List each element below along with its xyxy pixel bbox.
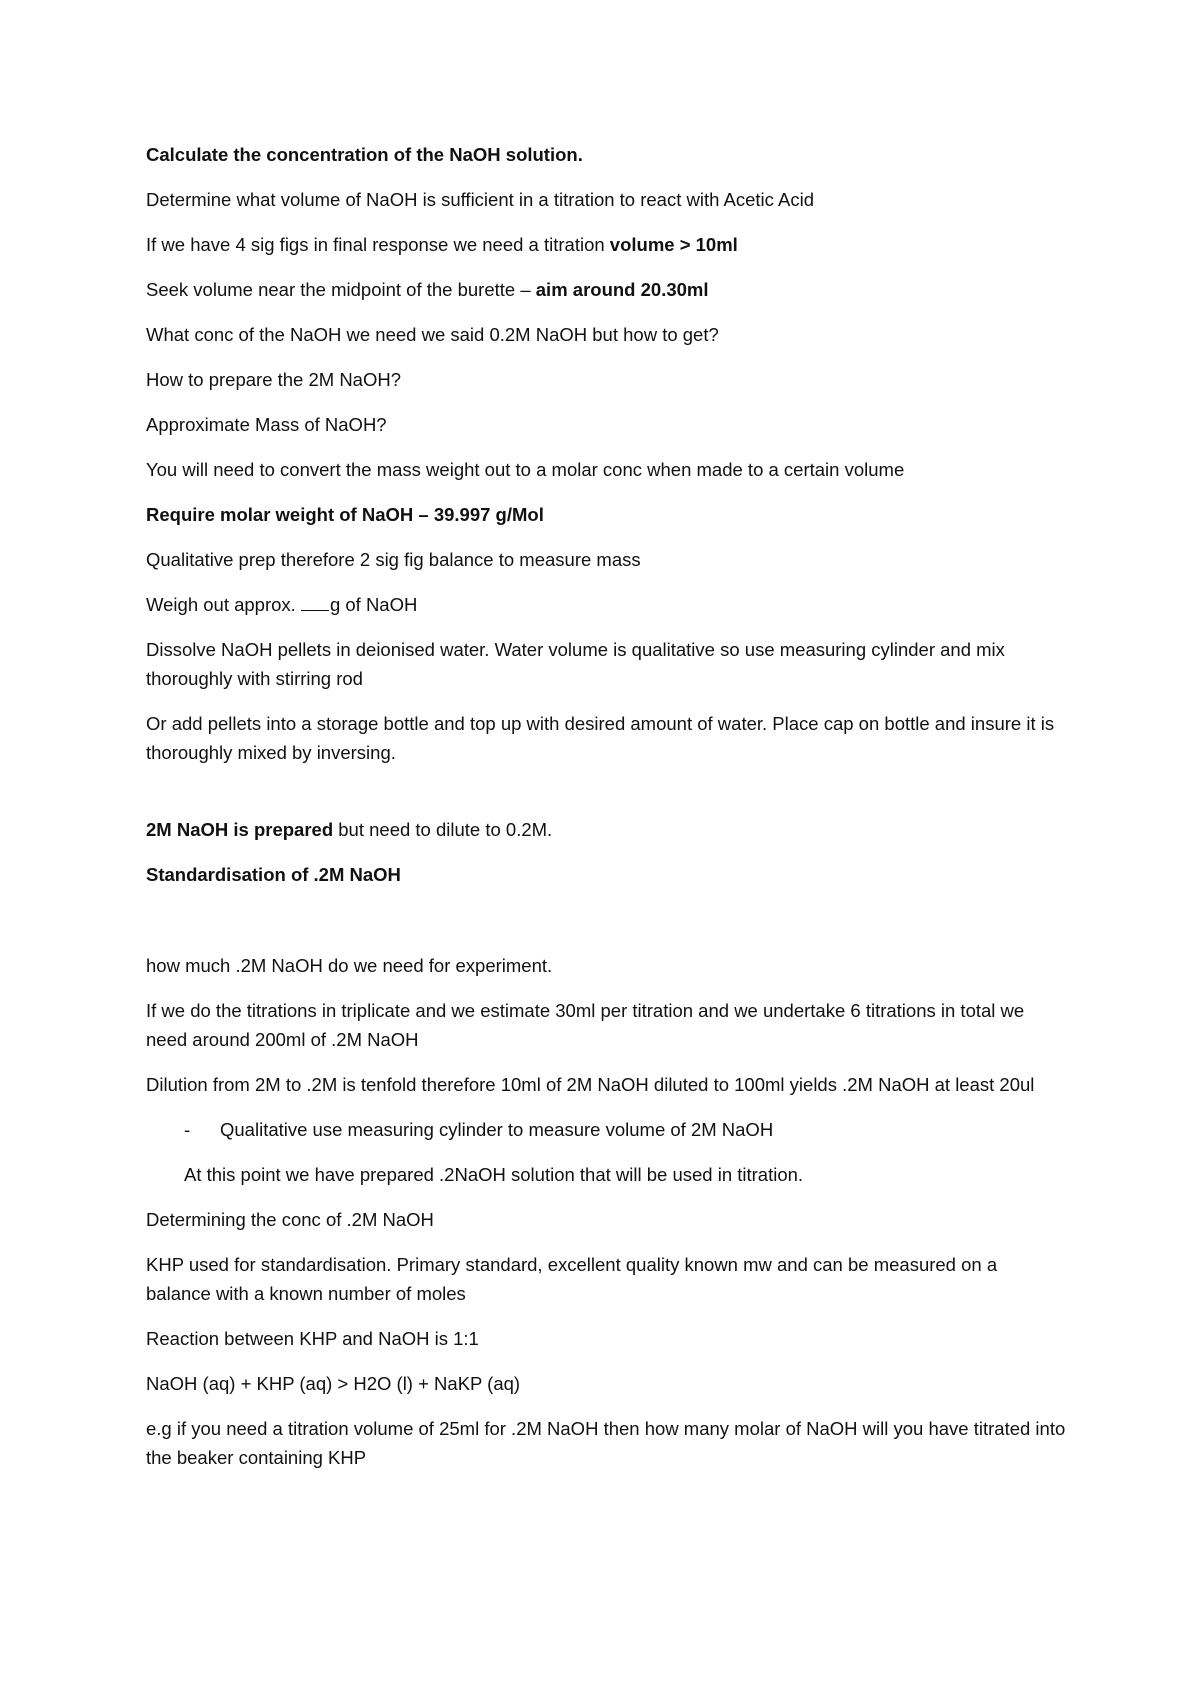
burette-text: Seek volume near the midpoint of the burette –: [146, 279, 536, 300]
paragraph-sig-figs: [146, 230, 1066, 259]
prepared-text: but need to dilute to 0.2M.: [333, 819, 553, 840]
paragraph-2m-prepared: [146, 815, 1066, 844]
paragraph-burette-midpoint: [146, 275, 1066, 304]
paragraph-convert-mass: You will need to convert the mass weight out to a molar conc when made to a certain volume: [146, 459, 905, 480]
fill-in-blank: [301, 591, 329, 611]
paragraph-prepared-solution: At this point we have prepared .2NaOH solution that will be used in titration.: [184, 1164, 804, 1185]
weigh-out-unit: g of NaOH: [329, 594, 418, 615]
sig-figs-text: If we have 4 sig figs in final response we need a titration: [146, 234, 610, 255]
bullet-item: [146, 1115, 1066, 1144]
paragraph-molar-weight: Require molar weight of NaOH – 39.997 g/Mol: [146, 504, 544, 525]
paragraph-approx-mass: Approximate Mass of NaOH?: [146, 414, 387, 435]
paragraph-weigh-out: [146, 590, 1066, 619]
burette-aim-bold: aim around 20.30ml: [535, 279, 709, 300]
sig-figs-volume-bold: volume > 10ml: [609, 234, 738, 255]
paragraph-reaction-ratio: Reaction between KHP and NaOH is 1:1: [146, 1328, 479, 1349]
paragraph-example: e.g if you need a titration volume of 25ml for .2M NaOH then how many molar of NaOH will you have titrated into the beaker containing KHP: [146, 1418, 1066, 1468]
paragraph-triplicate: If we do the titrations in triplicate and we estimate 30ml per titration and we undertake 6 titrations in total we need around 200ml of .2M NaOH: [146, 1000, 1025, 1050]
heading-calculate-concentration: Calculate the concentration of the NaOH solution.: [146, 144, 583, 165]
paragraph-qualitative-prep: Qualitative prep therefore 2 sig fig balance to measure mass: [146, 549, 641, 570]
paragraph-determining-conc: Determining the conc of .2M NaOH: [146, 1209, 434, 1230]
heading-standardisation: Standardisation of .2M NaOH: [146, 864, 401, 885]
weigh-out-text: Weigh out approx.: [146, 594, 301, 615]
bullet-text: Qualitative use measuring cylinder to measure volume of 2M NaOH: [220, 1119, 774, 1140]
paragraph-dilution: Dilution from 2M to .2M is tenfold therefore 10ml of 2M NaOH diluted to 100ml yields .2M NaOH at least 20ul: [146, 1074, 1035, 1095]
paragraph-khp-standard: KHP used for standardisation. Primary standard, excellent quality known mw and can be measured on a balance with a known number of moles: [146, 1254, 998, 1304]
paragraph-reaction-equation: NaOH (aq) + KHP (aq) > H2O (l) + NaKP (aq): [146, 1373, 521, 1394]
paragraph-storage-bottle: Or add pellets into a storage bottle and top up with desired amount of water. Place cap on bottle and insure it is thoroughly mixed by inversing.: [146, 713, 1055, 763]
document-body: [146, 140, 1066, 1488]
bullet-dash: -: [184, 1119, 191, 1140]
paragraph-conc-needed: What conc of the NaOH we need we said 0.2M NaOH but how to get?: [146, 324, 719, 345]
paragraph-dissolve-pellets: Dissolve NaOH pellets in deionised water. Water volume is qualitative so use measuring cylinder and mix thoroughly with stirring rod: [146, 639, 1005, 689]
paragraph-determine-volume: Determine what volume of NaOH is sufficient in a titration to react with Acetic Acid: [146, 189, 815, 210]
paragraph-how-much: how much .2M NaOH do we need for experiment.: [146, 955, 553, 976]
paragraph-prepare-2m: How to prepare the 2M NaOH?: [146, 369, 402, 390]
prepared-bold: 2M NaOH is prepared: [146, 819, 334, 840]
